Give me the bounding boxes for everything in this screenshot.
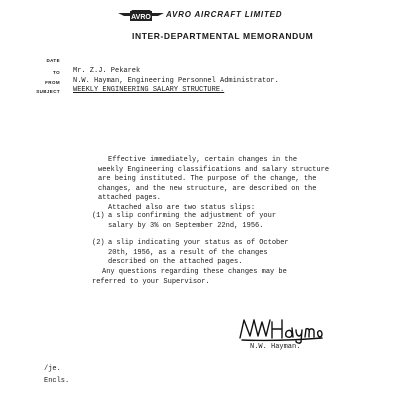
logo-text: AVRO (131, 14, 151, 21)
subject-value: WEEKLY ENGINEERING SALARY STRUCTURE. (73, 86, 225, 94)
item-2-line: a slip indicating your status as of October (108, 239, 289, 247)
item-2-line: 20th, 1956, as a result of the changes (108, 248, 268, 257)
from-value: N.W. Hayman, Engineering Personnel Administrator. (73, 77, 279, 85)
item-2-line: described on the attached pages. (108, 258, 243, 267)
closing-line: referred to your Supervisor. (92, 277, 210, 286)
company-name: AVRO AIRCRAFT LIMITED (166, 10, 283, 19)
closing-line: Any questions regarding these changes may be (102, 268, 287, 276)
item-1-line: salary by 3% on September 22nd, 1956. (108, 221, 264, 230)
item-2-text (108, 239, 289, 268)
item-2-number: (2) (92, 239, 105, 247)
memo-title: INTER-DEPARTMENTAL MEMORANDUM (132, 31, 314, 41)
item-1-number: (1) (92, 212, 105, 220)
to-label: TO (53, 70, 60, 75)
intro-line: attached pages. (98, 194, 162, 203)
intro-line: are being instituted. The purpose of the change, the (98, 175, 317, 184)
intro-line: changes, and the new structure, are described on the (98, 184, 317, 193)
typist-initials: /je. (44, 365, 61, 373)
handwritten-signature (236, 314, 324, 344)
intro-line: Effective immediately, certain changes in the (108, 156, 298, 164)
date-label: DATE (46, 58, 60, 63)
item-1-line: a slip confirming the adjustment of your (108, 212, 277, 220)
item-1-text (108, 212, 276, 231)
to-value: Mr. Z.J. Pekarek (73, 67, 141, 75)
signatory-name: N.W. Hayman. (250, 343, 301, 351)
subject-label: SUBJECT (36, 89, 60, 94)
intro-line: weekly Engineering classifications and salary structure (98, 165, 330, 174)
intro-paragraph (98, 156, 329, 204)
from-label: FROM (45, 80, 60, 85)
enclosures-note: Encls. (44, 377, 70, 385)
avro-logo (118, 8, 164, 22)
attachments-paragraph: Attached also are two status slips: (108, 204, 256, 212)
closing-paragraph (92, 268, 287, 287)
